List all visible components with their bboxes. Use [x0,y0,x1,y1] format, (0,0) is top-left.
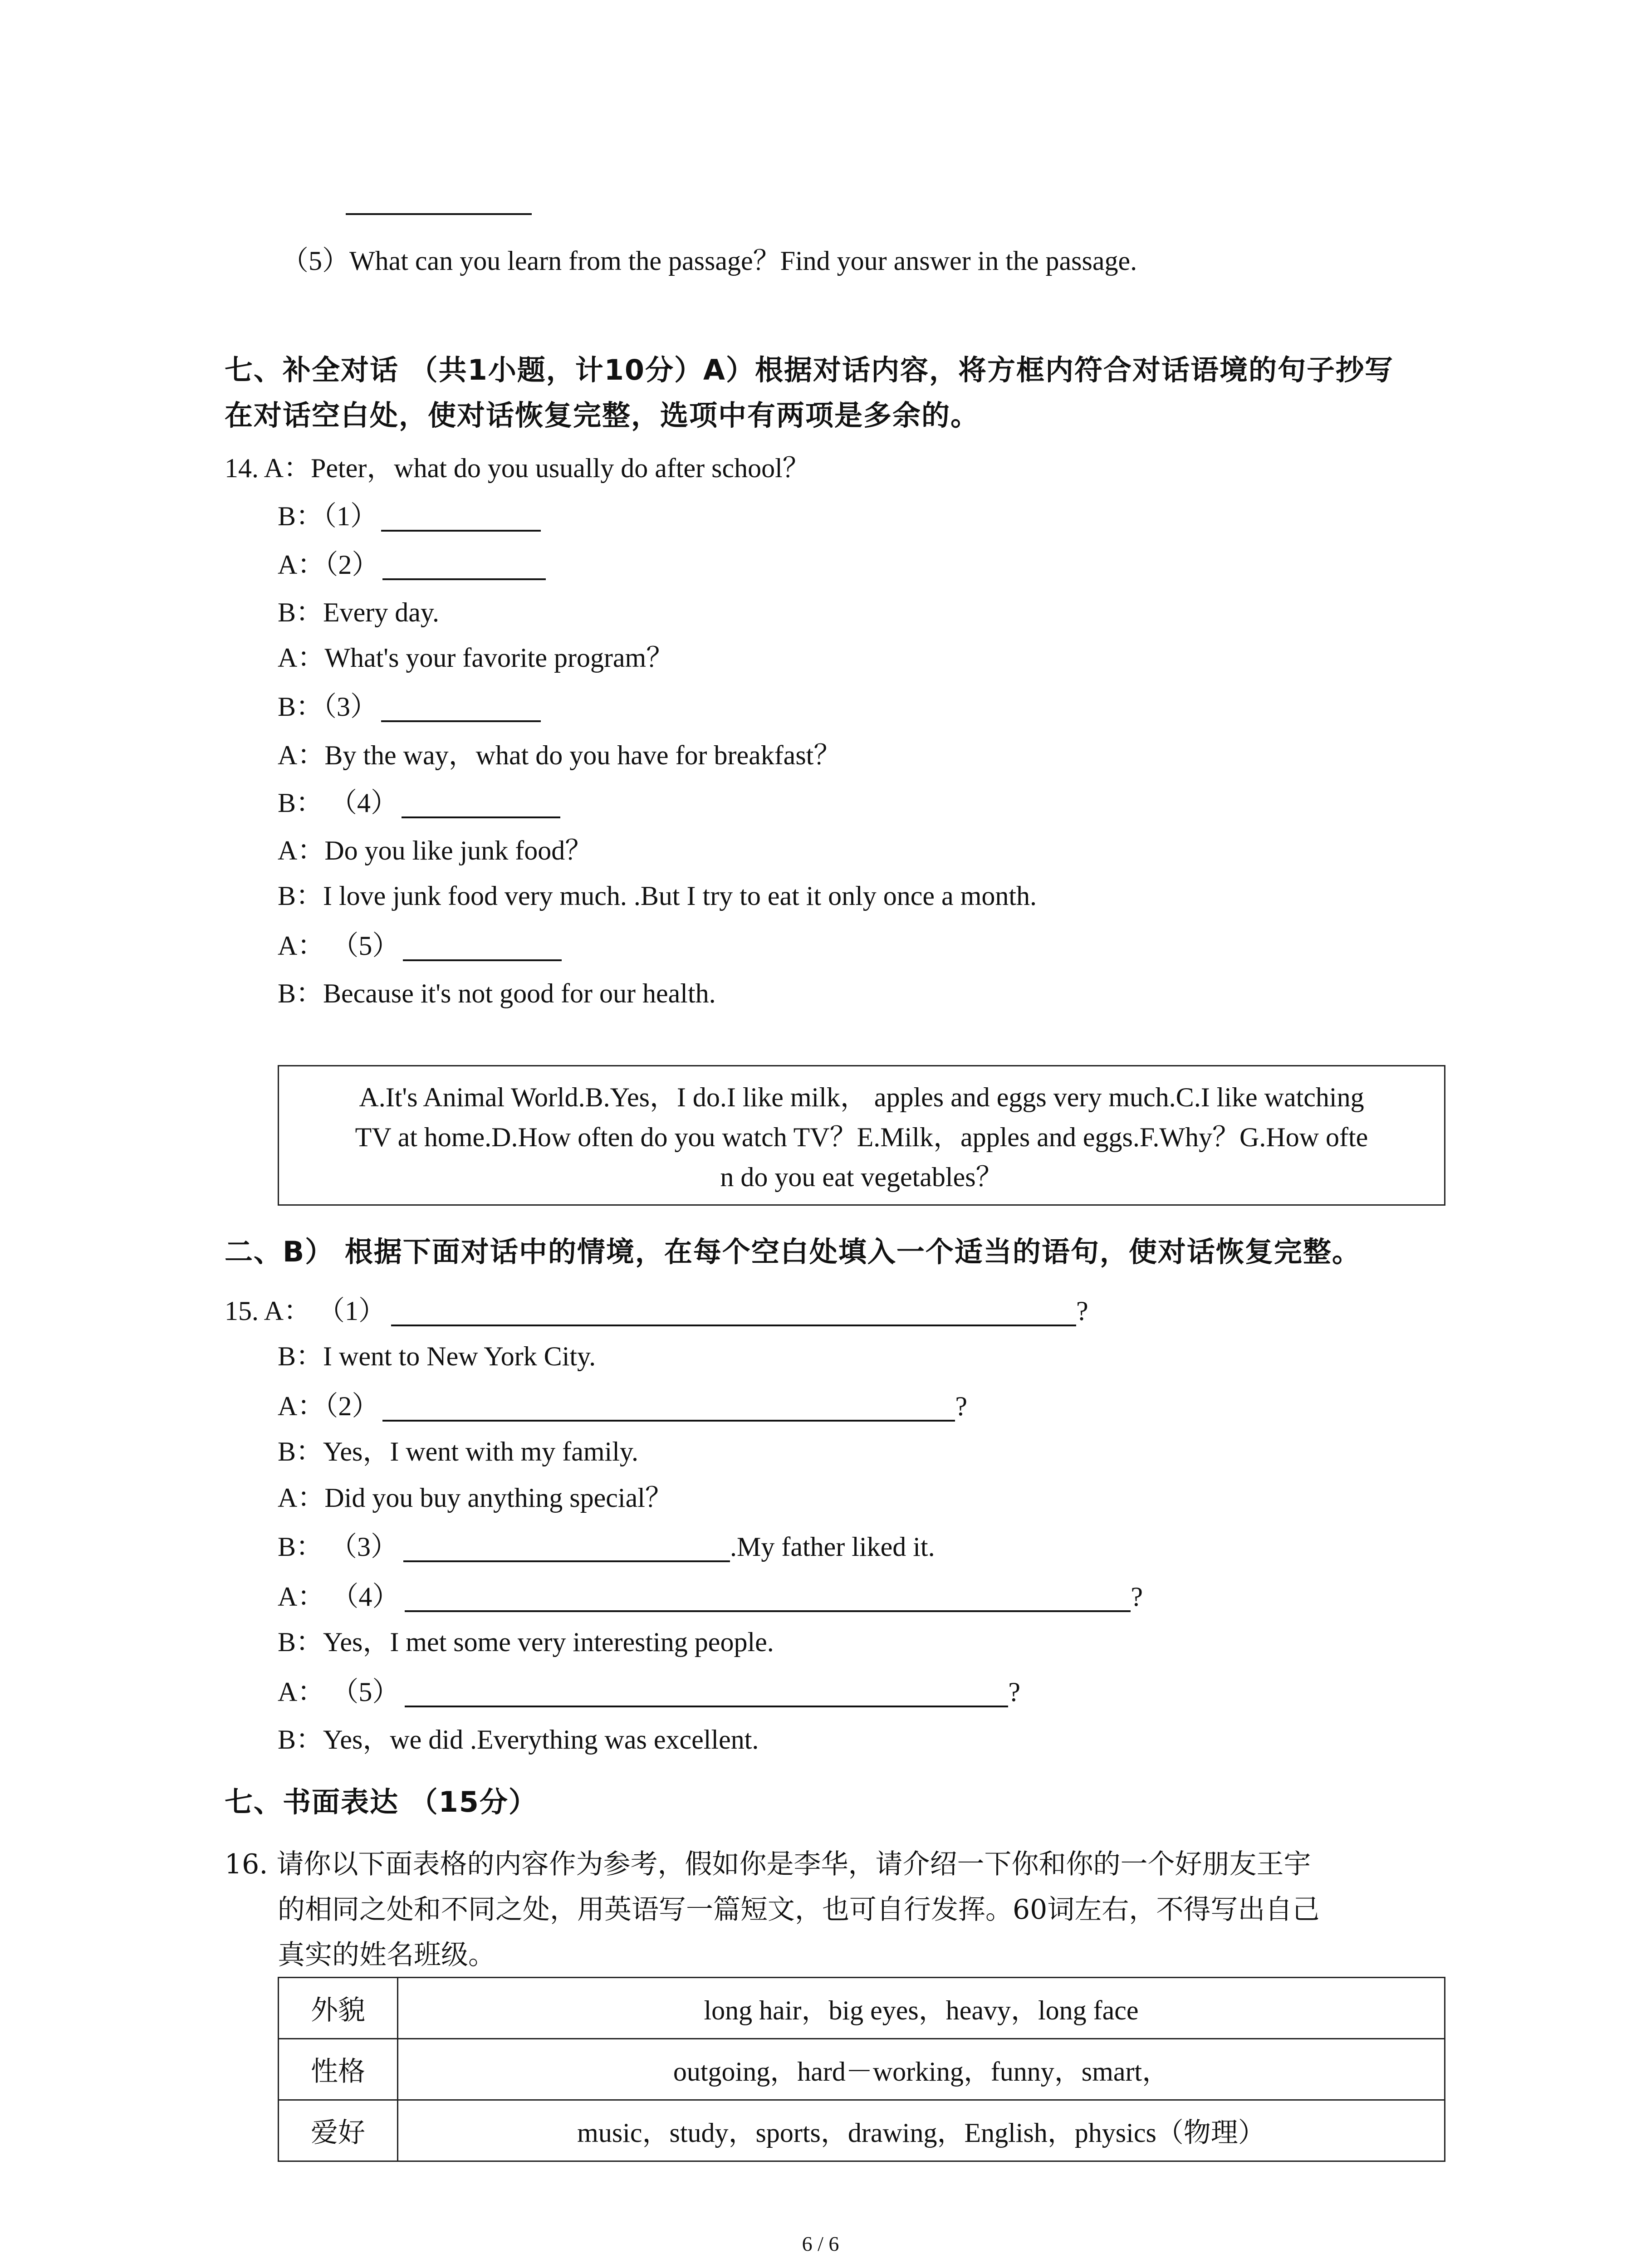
q16-prompt-line-1: 16. 请你以下面表格的内容作为参考，假如你是李华，请介绍一下你和你的一个好朋友王宇 [225,1848,1311,1880]
answer-blank-15-1[interactable] [391,1297,1076,1326]
q14-line-10: B：I love junk food very much. .But I try to eat it only once a month. [278,881,1037,911]
q14-line-3 [278,547,546,583]
table-value-appearance: long hair，big eyes，heavy，long face [398,1978,1445,2039]
q15-line-3 [278,1388,967,1424]
table-label-personality: 性格 [279,2039,398,2100]
q15-line-7 [278,1579,1143,1615]
q15-line-7-text: A： （4） [278,1582,400,1612]
answer-blank-q13-4[interactable] [346,213,532,215]
q15-line-1-text: 15. A： （1） [225,1296,386,1326]
q15-line-1 [225,1293,1088,1329]
q14-line-8-text: B： （4） [278,788,398,818]
answer-blank-14-2[interactable] [382,551,546,580]
section-heading-writing: 七、书面表达 （15分） [225,1785,538,1818]
answer-blank-14-1[interactable] [381,503,541,532]
q15-line-7-end: ? [1131,1582,1143,1612]
table-value-personality: outgoing，hard－working，funny，smart， [398,2039,1445,2100]
table-label-appearance: 外貌 [279,1978,398,2039]
q15-line-3-end: ? [955,1391,967,1421]
q15-line-4: B：Yes，I went with my family. [278,1437,638,1466]
answer-blank-14-5[interactable] [403,932,562,961]
q14-line-11 [278,928,562,964]
options-line-2: TV at home.D.How often do you watch TV？E.Milk，apples and eggs.F.Why？G.How ofte [355,1122,1368,1152]
q15-line-10: B：Yes，we did .Everything was excellent. [278,1725,759,1755]
table-row [279,1978,1445,2039]
options-line-3: n do you eat vegetables？ [720,1162,1003,1192]
answer-blank-14-4[interactable] [402,789,560,818]
section-heading-dialogue-a-line1: 七、补全对话 （共1小题，计10分）A）根据对话内容，将方框内符合对话语境的句子抄写 [225,353,1394,386]
q14-line-9: A：Do you like junk food？ [278,836,593,865]
answer-blank-15-4[interactable] [405,1583,1131,1612]
options-box [278,1065,1445,1206]
section-heading-dialogue-a-line2: 在对话空白处，使对话恢复完整，选项中有两项是多余的。 [225,399,980,432]
q14-line-1: 14. A：Peter，what do you usually do after school？ [225,453,810,483]
q15-line-6-text: B： （3） [278,1532,398,1562]
q14-line-6-text: B：（3） [278,692,378,722]
q14-line-3-text: A：（2） [278,550,379,580]
q14-line-8 [278,785,560,821]
q15-line-9-text: A： （5） [278,1677,400,1707]
page-number: 6 / 6 [802,2232,839,2255]
q14-line-2 [278,498,541,534]
q15-line-1-end: ? [1076,1296,1088,1326]
q14-line-4: B：Every day. [278,597,440,627]
table-value-hobbies: music，study，sports，drawing，English，physics（物理） [398,2100,1445,2161]
q15-line-3-text: A：（2） [278,1391,379,1421]
table-row [279,2100,1445,2161]
q14-line-7: A：By the way，what do you have for breakfast？ [278,740,841,770]
q15-line-5: A：Did you buy anything special？ [278,1483,672,1513]
q15-line-2: B：I went to New York City. [278,1341,596,1371]
q14-line-5: A：What's your favorite program？ [278,643,674,673]
q14-line-2-text: B：（1） [278,501,378,531]
q16-prompt-line-2: 的相同之处和不同之处，用英语写一篇短文，也可自行发挥。60词左右，不得写出自己 [278,1894,1320,1926]
answer-blank-15-3[interactable] [403,1533,730,1562]
q13-item-5: （5）What can you learn from the passage？Find your answer in the passage. [281,246,1137,276]
q14-line-12: B：Because it's not good for our health. [278,978,716,1008]
section-heading-dialogue-b: 二、B） 根据下面对话中的情境，在每个空白处填入一个适当的语句，使对话恢复完整。 [225,1235,1361,1268]
q15-line-6-end: .My father liked it. [730,1532,935,1562]
options-line-1: A.It's Animal World.B.Yes，I do.I like milk， apples and eggs very much.C.I like watching [359,1082,1364,1112]
table-label-hobbies: 爱好 [279,2100,398,2161]
traits-table [278,1977,1445,2162]
answer-blank-15-2[interactable] [382,1393,955,1422]
answer-blank-15-5[interactable] [405,1678,1008,1707]
q15-line-8: B：Yes，I met some very interesting people. [278,1627,774,1657]
q14-line-11-text: A： （5） [278,931,400,961]
q16-prompt-line-3: 真实的姓名班级。 [278,1939,495,1971]
q14-line-6 [278,689,541,725]
q15-line-9 [278,1674,1020,1710]
q15-line-6 [278,1529,935,1565]
q15-line-9-end: ? [1008,1677,1020,1707]
answer-blank-14-3[interactable] [381,693,541,722]
table-row [279,2039,1445,2100]
